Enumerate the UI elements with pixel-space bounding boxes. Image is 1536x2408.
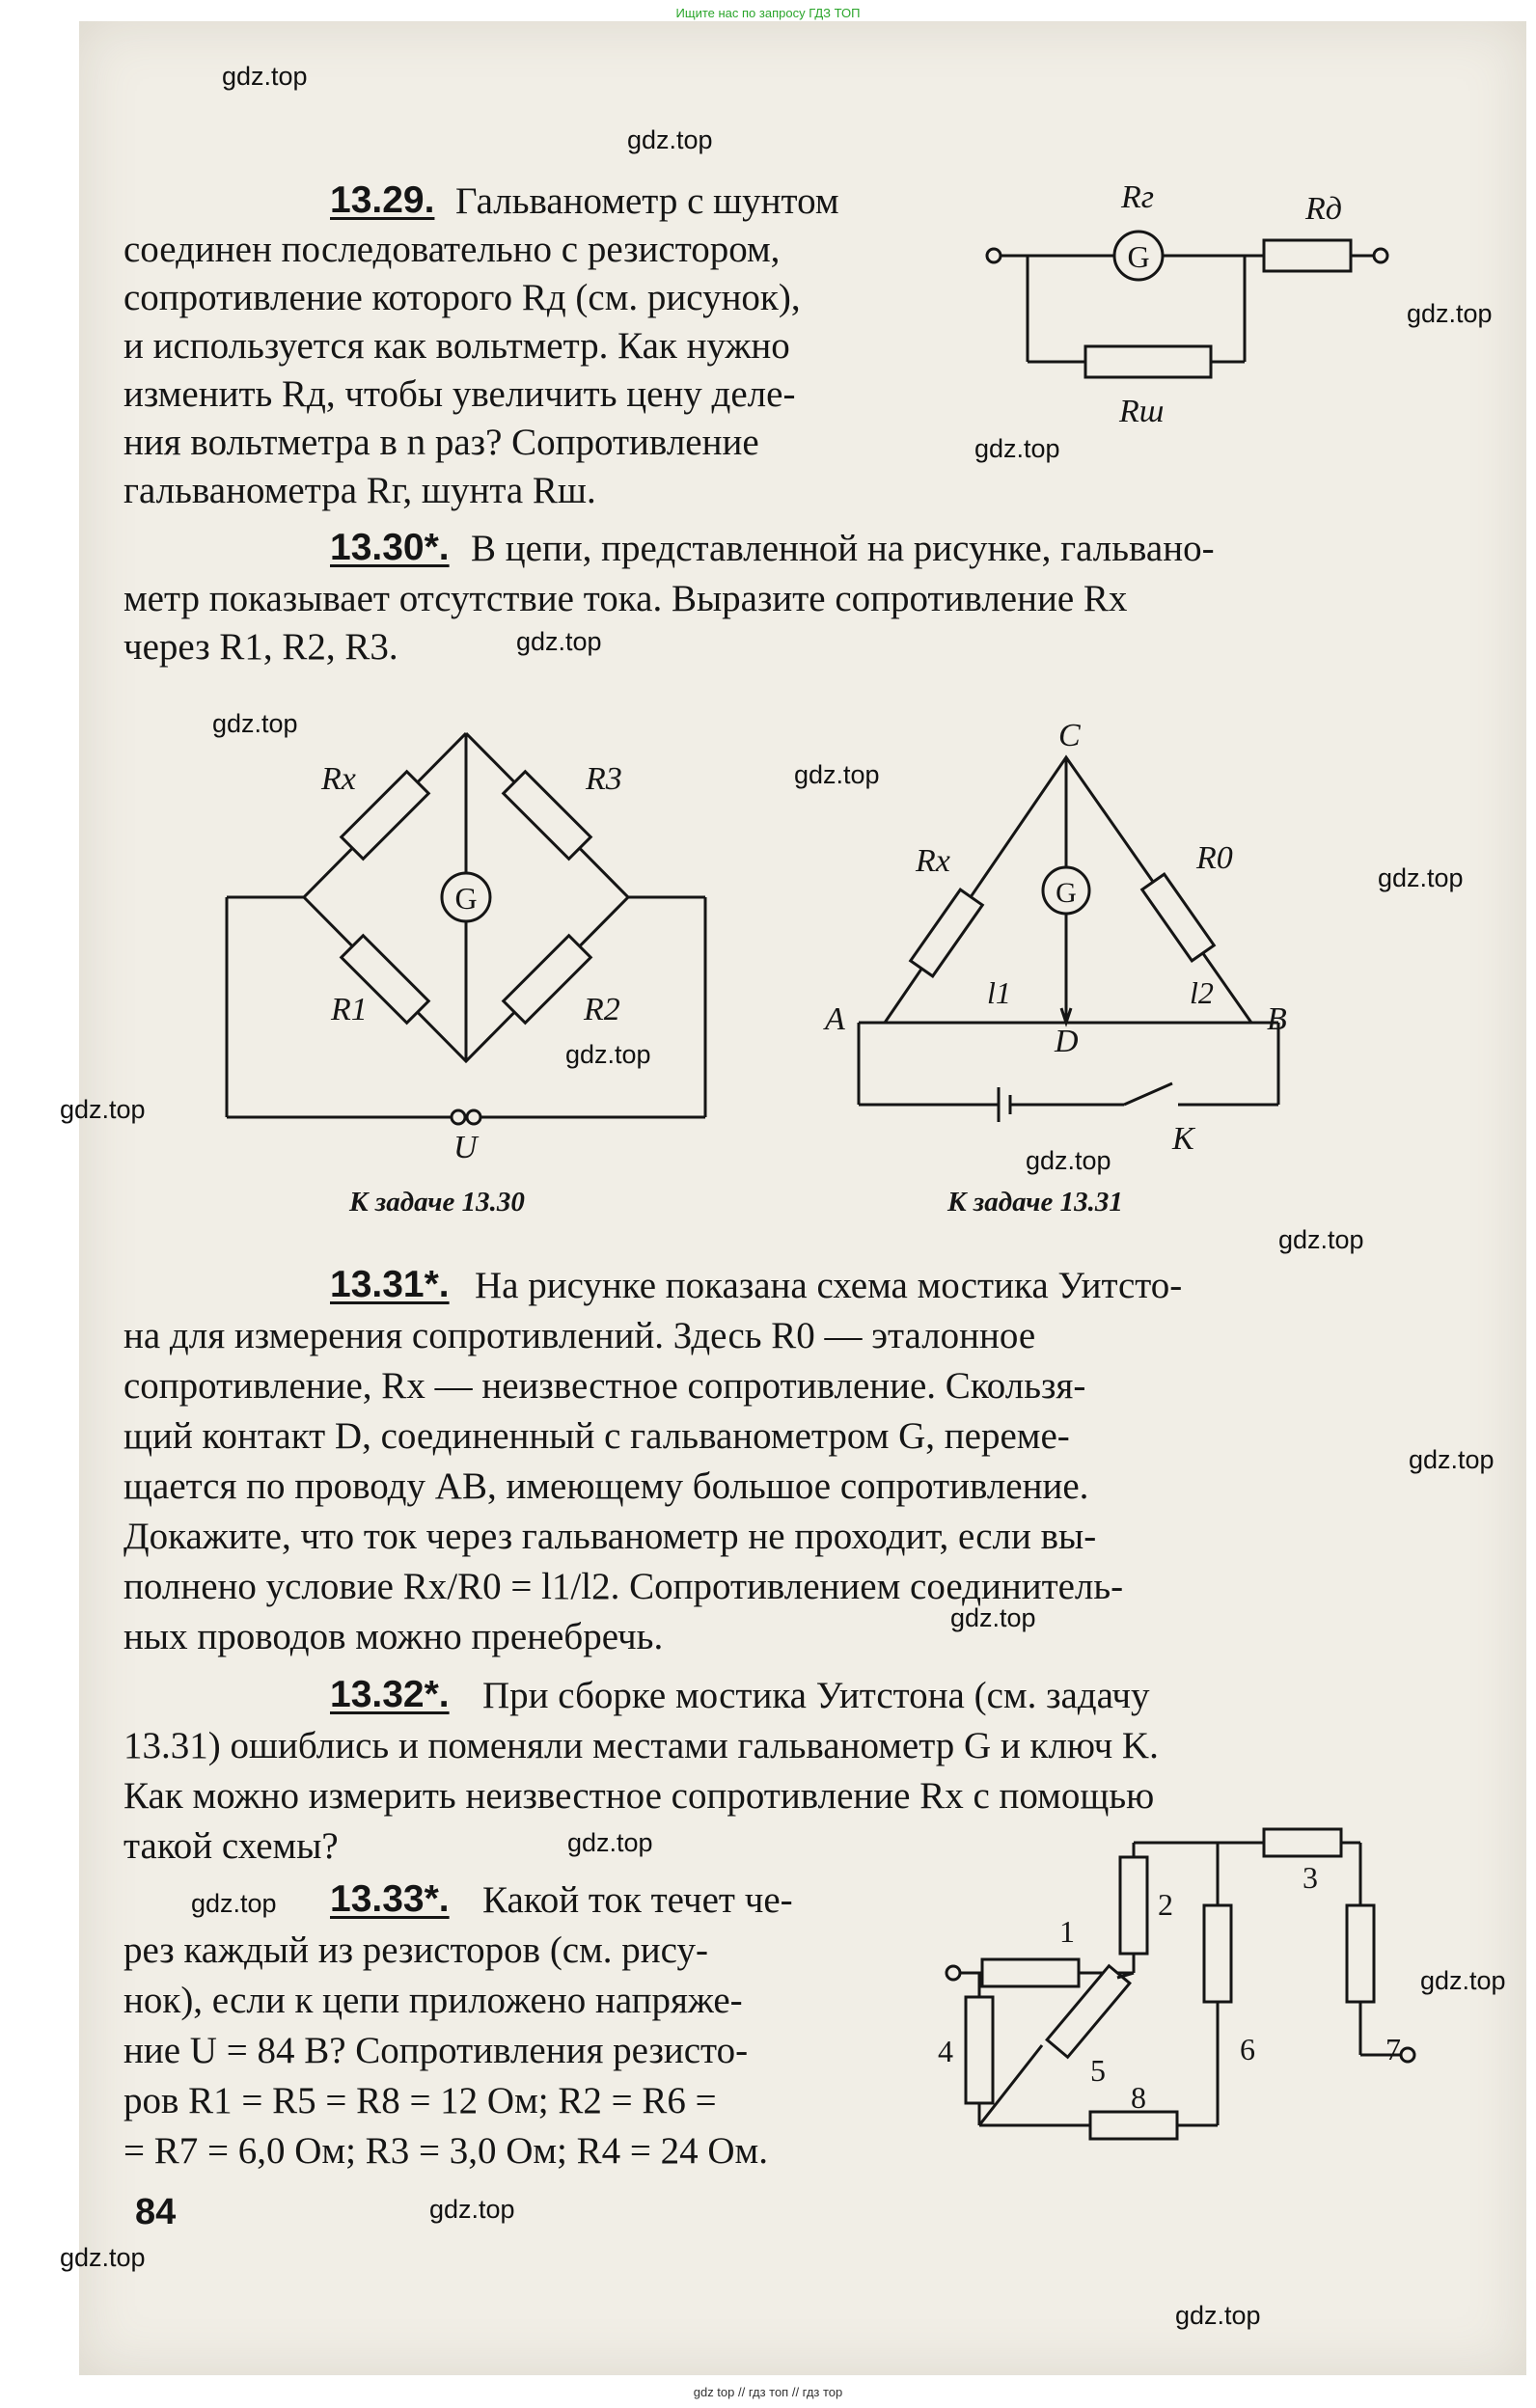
text-line: на для измерения сопротивлений. Здесь R0 — эталонное xyxy=(123,1315,1036,1356)
watermark-text: gdz.top xyxy=(565,1040,651,1069)
problem-number-13-33: 13.33*. xyxy=(330,1878,450,1920)
svg-text:G: G xyxy=(1127,239,1150,274)
svg-text:U: U xyxy=(453,1130,478,1165)
svg-text:C: C xyxy=(1058,718,1081,753)
text-line: ных проводов можно пренебречь. xyxy=(123,1616,664,1657)
text-line: 13.31) ошиблись и поменяли местами гальванометр G и ключ K. xyxy=(123,1725,1159,1766)
svg-text:G: G xyxy=(454,881,478,916)
switch-k xyxy=(1124,1083,1172,1105)
resistor-r3 xyxy=(504,772,591,860)
svg-text:3: 3 xyxy=(1303,1860,1318,1895)
resistor-3 xyxy=(1264,1829,1341,1856)
watermark-text: gdz.top xyxy=(627,125,713,154)
svg-text:l2: l2 xyxy=(1190,975,1214,1010)
page-number: 84 xyxy=(135,2192,177,2232)
watermark-text: gdz.top xyxy=(950,1603,1036,1632)
text-line: полнено условие Rx/R0 = l1/l2. Сопротивлением соединитель- xyxy=(123,1566,1124,1607)
svg-text:4: 4 xyxy=(938,2034,953,2068)
text-line: рез каждый из резисторов (см. рису- xyxy=(123,1929,708,1971)
text-line: Докажите, что ток через гальванометр не проходит, если вы- xyxy=(123,1516,1097,1557)
text-line: На рисунке показана схема мостика Уитсто- xyxy=(475,1265,1183,1306)
bottom-banner: gdz top // гдз топ // гдз тор xyxy=(693,2385,843,2399)
svg-text:Rг: Rг xyxy=(1121,179,1155,215)
watermark-text: gdz.top xyxy=(567,1828,653,1857)
svg-text:R0: R0 xyxy=(1196,840,1233,876)
text-line: нок), если к цепи приложено напряже- xyxy=(123,1980,743,2021)
svg-text:K: K xyxy=(1172,1121,1194,1157)
figure-13-31-wheatstone-bridge xyxy=(825,719,1365,1182)
text-line: через R1, R2, R3. xyxy=(123,626,398,668)
svg-text:R3: R3 xyxy=(586,761,622,797)
svg-text:Rш: Rш xyxy=(1119,394,1165,429)
resistor-rsh xyxy=(1085,346,1211,377)
problem-number-13-31: 13.31*. xyxy=(330,1264,450,1305)
svg-text:Rx: Rx xyxy=(916,843,950,879)
svg-text:8: 8 xyxy=(1131,2080,1146,2115)
figure-caption: К задаче 13.31 xyxy=(947,1187,1123,1218)
text-line: и используется как вольтметр. Как нужно xyxy=(123,325,790,367)
resistor-8 xyxy=(1090,2112,1177,2139)
text-line: сопротивление которого Rд (см. рисунок), xyxy=(123,277,801,318)
top-banner: Ищите нас по запросу ГДЗ ТОП xyxy=(675,6,861,20)
text-line: гальванометра Rг, шунта Rш. xyxy=(123,470,596,511)
figure-13-33-resistor-network xyxy=(938,1819,1409,2166)
problem-number-13-32: 13.32*. xyxy=(330,1674,450,1715)
text-line: В цепи, представленной на рисунке, гальвано- xyxy=(471,528,1215,569)
svg-text:G: G xyxy=(1056,877,1077,909)
problem-number-13-30: 13.30*. xyxy=(330,527,450,568)
watermark-text: gdz.top xyxy=(60,1095,146,1124)
text-line: Какой ток течет че- xyxy=(482,1879,793,1921)
text-line: метр показывает отсутствие тока. Выразите сопротивление Rx xyxy=(123,578,1128,619)
watermark-text: gdz.top xyxy=(1175,2301,1261,2330)
text-line: щается по проводу AB, имеющему большое сопротивление. xyxy=(123,1465,1089,1507)
resistor-r2 xyxy=(504,936,591,1024)
watermark-text: gdz.top xyxy=(1420,1966,1506,1995)
svg-text:6: 6 xyxy=(1240,2032,1255,2066)
svg-text:R1: R1 xyxy=(331,992,368,1027)
svg-text:D: D xyxy=(1055,1024,1079,1059)
text-line: Гальванометр с шунтом xyxy=(455,180,839,222)
resistor-4 xyxy=(966,1997,993,2103)
watermark-text: gdz.top xyxy=(794,760,880,789)
resistor-rd xyxy=(1264,240,1351,271)
watermark-text: gdz.top xyxy=(1407,299,1493,328)
resistor-1 xyxy=(982,1959,1079,1986)
text-line: ния вольтметра в n раз? Сопротивление xyxy=(123,422,759,463)
text-line: Как можно измерить неизвестное сопротивление Rx с помощью xyxy=(123,1775,1155,1817)
svg-text:A: A xyxy=(825,1001,845,1037)
watermark-text: gdz.top xyxy=(1026,1146,1111,1175)
resistor-r0 xyxy=(1142,874,1215,961)
text-line: изменить Rд, чтобы увеличить цену деле- xyxy=(123,373,796,415)
watermark-text: gdz.top xyxy=(974,434,1060,463)
svg-text:2: 2 xyxy=(1158,1887,1173,1922)
watermark-text: gdz.top xyxy=(60,2243,146,2272)
resistor-2 xyxy=(1120,1857,1147,1954)
figure-caption: К задаче 13.30 xyxy=(349,1187,525,1218)
text-line: При сборке мостика Уитстона (см. задачу xyxy=(482,1675,1150,1716)
watermark-text: gdz.top xyxy=(516,627,602,656)
figure-13-30-bridge xyxy=(207,719,786,1163)
resistor-6 xyxy=(1204,1905,1231,2002)
text-line: сопротивление, Rx — неизвестное сопротивление. Скользя- xyxy=(123,1365,1086,1407)
svg-text:l1: l1 xyxy=(987,975,1011,1010)
svg-text:7: 7 xyxy=(1385,2032,1401,2066)
watermark-text: gdz.top xyxy=(1378,863,1464,892)
svg-text:5: 5 xyxy=(1090,2053,1106,2088)
svg-text:1: 1 xyxy=(1059,1914,1075,1949)
watermark-text: gdz.top xyxy=(191,1889,277,1918)
text-line: такой схемы? xyxy=(123,1825,339,1867)
watermark-text: gdz.top xyxy=(1409,1445,1495,1474)
svg-text:Rx: Rx xyxy=(321,761,356,797)
svg-text:Rд: Rд xyxy=(1305,191,1342,227)
text-line: ров R1 = R5 = R8 = 12 Ом; R2 = R6 = xyxy=(123,2080,717,2121)
text-line: соединен последовательно с резистором, xyxy=(123,229,781,270)
text-line: щий контакт D, соединенный с гальванометром G, переме- xyxy=(123,1415,1070,1457)
text-line: ние U = 84 В? Сопротивления резисто- xyxy=(123,2030,749,2071)
watermark-text: gdz.top xyxy=(1278,1225,1364,1254)
resistor-rx xyxy=(911,889,983,976)
watermark-text: gdz.top xyxy=(429,2195,515,2224)
svg-text:B: B xyxy=(1267,1001,1287,1037)
watermark-text: gdz.top xyxy=(222,62,308,91)
svg-text:R2: R2 xyxy=(584,992,620,1027)
figure-13-29-voltmeter-circuit xyxy=(984,178,1389,429)
watermark-text: gdz.top xyxy=(212,709,298,738)
resistor-7 xyxy=(1347,1905,1374,2002)
text-line: = R7 = 6,0 Ом; R3 = 3,0 Ом; R4 = 24 Ом. xyxy=(123,2130,768,2172)
problem-number-13-29: 13.29. xyxy=(330,179,435,221)
